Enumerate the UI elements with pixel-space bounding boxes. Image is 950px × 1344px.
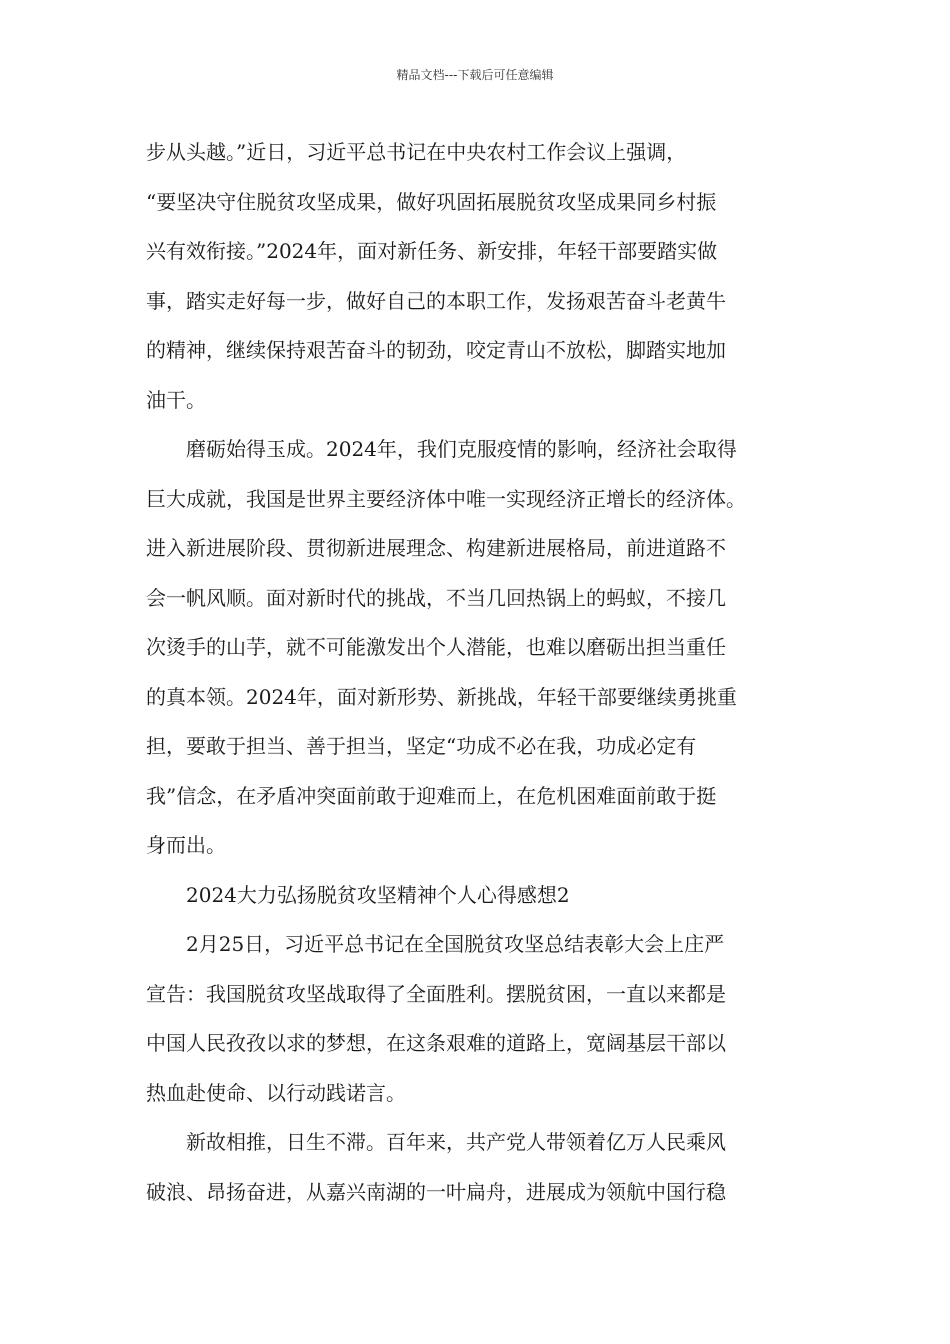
section-heading <box>146 871 816 921</box>
text-line: 担，要敢于担当、善于担当，坚定“功成不必在我，功成必定有 <box>146 734 697 758</box>
text-line: 的真本领。2024年，面对新形势、新挑战，年轻干部要继续勇挑重 <box>146 684 737 709</box>
text-line: 次烫手的山芋，就不可能激发出个人潜能，也难以磨砺出担当重任 <box>146 635 726 659</box>
text-line: 我”信念，在矛盾冲突面前敢于迎难而上，在危机困难面前敢于挺 <box>146 783 717 808</box>
text-line: 的精神，继续保持艰苦奋斗的韧劲，咬定青山不放松，脚踏实地加 <box>146 338 726 362</box>
text-line: 2024大力弘扬脱贫攻坚精神个人心得感想2 <box>186 882 570 907</box>
text-line: 2月25日，习近平总书记在全国脱贫攻坚总结表彰大会上庄严 <box>186 932 725 956</box>
text-line: “要坚决守住脱贫攻坚成果，做好巩固拓展脱贫攻坚成果同乡村振 <box>146 189 717 214</box>
text-line: 兴有效衔接。”2024年，面对新任务、新安排，年轻干部要踏实做 <box>146 239 718 263</box>
text-line: 步从头越。”近日，习近平总书记在中央农村工作会议上强调， <box>146 140 687 164</box>
text-line: 破浪、昂扬奋进，从嘉兴南湖的一叶扁舟，进展成为领航中国行稳 <box>146 1179 726 1204</box>
paragraph-4 <box>146 1118 816 1217</box>
text-line: 事，踏实走好每一步，做好自己的本职工作，发扬艰苦奋斗老黄牛 <box>146 288 726 313</box>
text-line: 热血赴使命、以行动践诺言。 <box>146 1080 406 1105</box>
paragraph-1 <box>146 128 816 425</box>
page-header: 精品文档---下载后可任意编辑 <box>396 68 554 82</box>
paragraph-2 <box>146 425 816 871</box>
text-line: 中国人民孜孜以求的梦想，在这条艰难的道路上，宽阔基层干部以 <box>146 1031 726 1055</box>
paragraph-3 <box>146 920 816 1118</box>
text-line: 新故相推，日生不滞。百年来，共产党人带领着亿万人民乘风 <box>186 1130 726 1154</box>
text-line: 会一帆风顺。面对新时代的挑战，不当几回热锅上的蚂蚁，不接几 <box>146 585 726 610</box>
text-line: 进入新进展阶段、贯彻新进展理念、构建新进展格局，前进道路不 <box>146 536 726 560</box>
text-line: 巨大成就，我国是世界主要经济体中唯一实现经济正增长的经济体。 <box>146 486 746 511</box>
text-line: 磨砺始得玉成。2024年，我们克服疫情的影响，经济社会取得 <box>186 437 737 461</box>
text-line: 宣告：我国脱贫攻坚战取得了全面胜利。摆脱贫困，一直以来都是 <box>146 981 726 1006</box>
text-line: 油干。 <box>146 387 206 412</box>
text-line: 身而出。 <box>146 833 226 857</box>
document-body <box>146 128 816 1217</box>
